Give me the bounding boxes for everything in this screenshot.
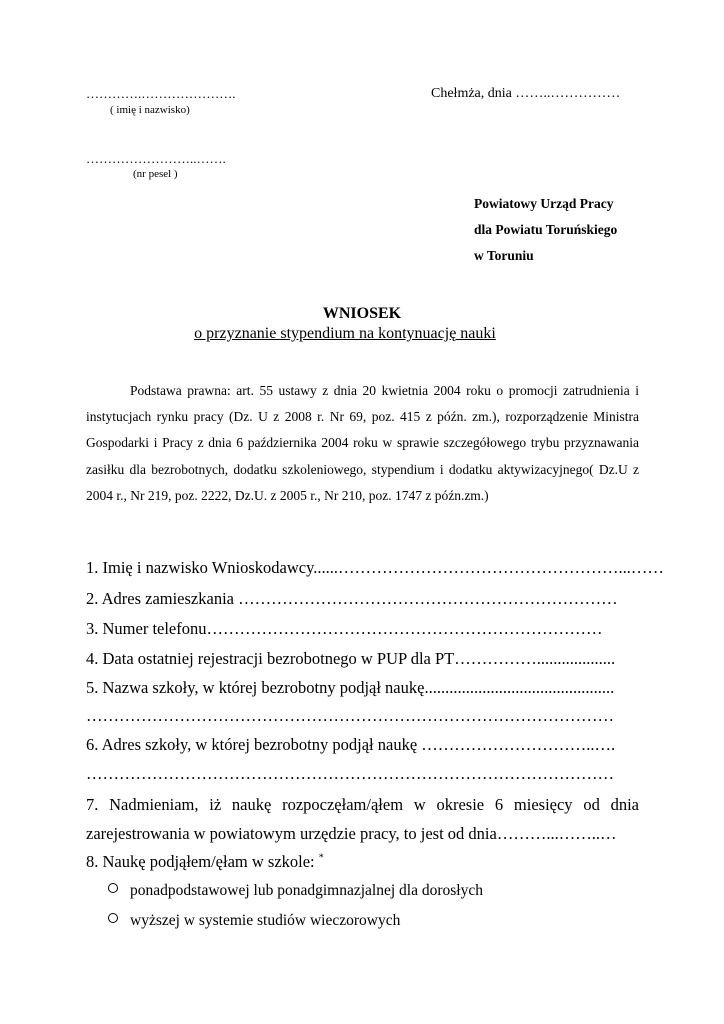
item-phone: 3. Numer telefonu………………………………………………………………: [86, 619, 603, 638]
item-school-type: [86, 852, 324, 872]
item-start-declaration: 7. Nadmieniam, iż naukę rozpoczęłam/ąłem w okresie 6 miesięcy od dnia zarejestrowania w powiatowym urzędzie pracy, to jest od dnia………...……..…: [86, 795, 639, 843]
recipient-line-1: Powiatowy Urząd Pracy: [474, 196, 614, 211]
circle-bullet-icon: [108, 913, 118, 923]
option-label: wyższej w systemie studiów wieczorowych: [130, 912, 401, 929]
recipient-line-2: dla Powiatu Toruńskiego: [474, 222, 618, 237]
item-school-address: 6. Adres szkoły, w której bezrobotny podjął naukę …………………………..….: [86, 735, 616, 754]
item-school-type-label: 8. Naukę podjąłem/ęłam w szkole:: [86, 852, 315, 871]
document-title: WNIOSEK: [322, 305, 402, 322]
item-school-name-continuation: ……………………………………………………………………………………: [86, 706, 614, 725]
footnote-mark: *: [318, 852, 324, 864]
pesel-line: ……………………..…….: [86, 151, 226, 166]
circle-bullet-icon: [108, 883, 118, 893]
item-applicant-name: 1. Imię i nazwisko Wnioskodawcy......……………………………………………...……: [86, 558, 664, 577]
option-higher-education[interactable]: [108, 912, 400, 930]
item-registration-date: 4. Data ostatniej rejestracji bezrobotnego w PUP dla PT……………...................: [86, 649, 616, 668]
applicant-name-line: ………….………………….: [86, 86, 236, 101]
pesel-hint: (nr pesel ): [133, 168, 178, 180]
document-subtitle: o przyznanie stypendium na kontynuację nauki: [194, 325, 496, 342]
item-school-name: 5. Nazwa szkoły, w której bezrobotny podjął naukę..............................................: [86, 678, 615, 697]
item-address: 2. Adres zamieszkania ……………………………………………………………: [86, 589, 618, 608]
applicant-name-hint: ( imię i nazwisko): [110, 104, 190, 116]
option-secondary-school[interactable]: [108, 882, 483, 900]
place-date: Chełmża, dnia ……..……………: [431, 86, 621, 101]
recipient-line-3: w Toruniu: [474, 248, 534, 263]
item-school-address-continuation: ……………………………………………………………………………………: [86, 764, 614, 783]
legal-basis-text: Podstawa prawna: art. 55 ustawy z dnia 20 kwietnia 2004 roku o promocji zatrudnienia i instytucjach rynku pracy (Dz. U z 2008 r. Nr 69, poz. 415 z późn. zm.), rozporządzenie Ministra Gospodarki i Pracy z dnia 6 października 2004 roku w sprawie szczegółowego trybu przyznawania zasiłku dla bezrobotnych, dodatku szkoleniowego, stypendium i dodatku aktywizacyjnego( Dz.U z 2004 r., Nr 219, poz. 2222, Dz.U. z 2005 r., Nr 210, poz. 1747 z późn.zm.): [86, 383, 639, 503]
legal-basis-paragraph: [86, 378, 639, 509]
option-label: ponadpodstawowej lub ponadgimnazjalnej dla dorosłych: [130, 882, 483, 899]
